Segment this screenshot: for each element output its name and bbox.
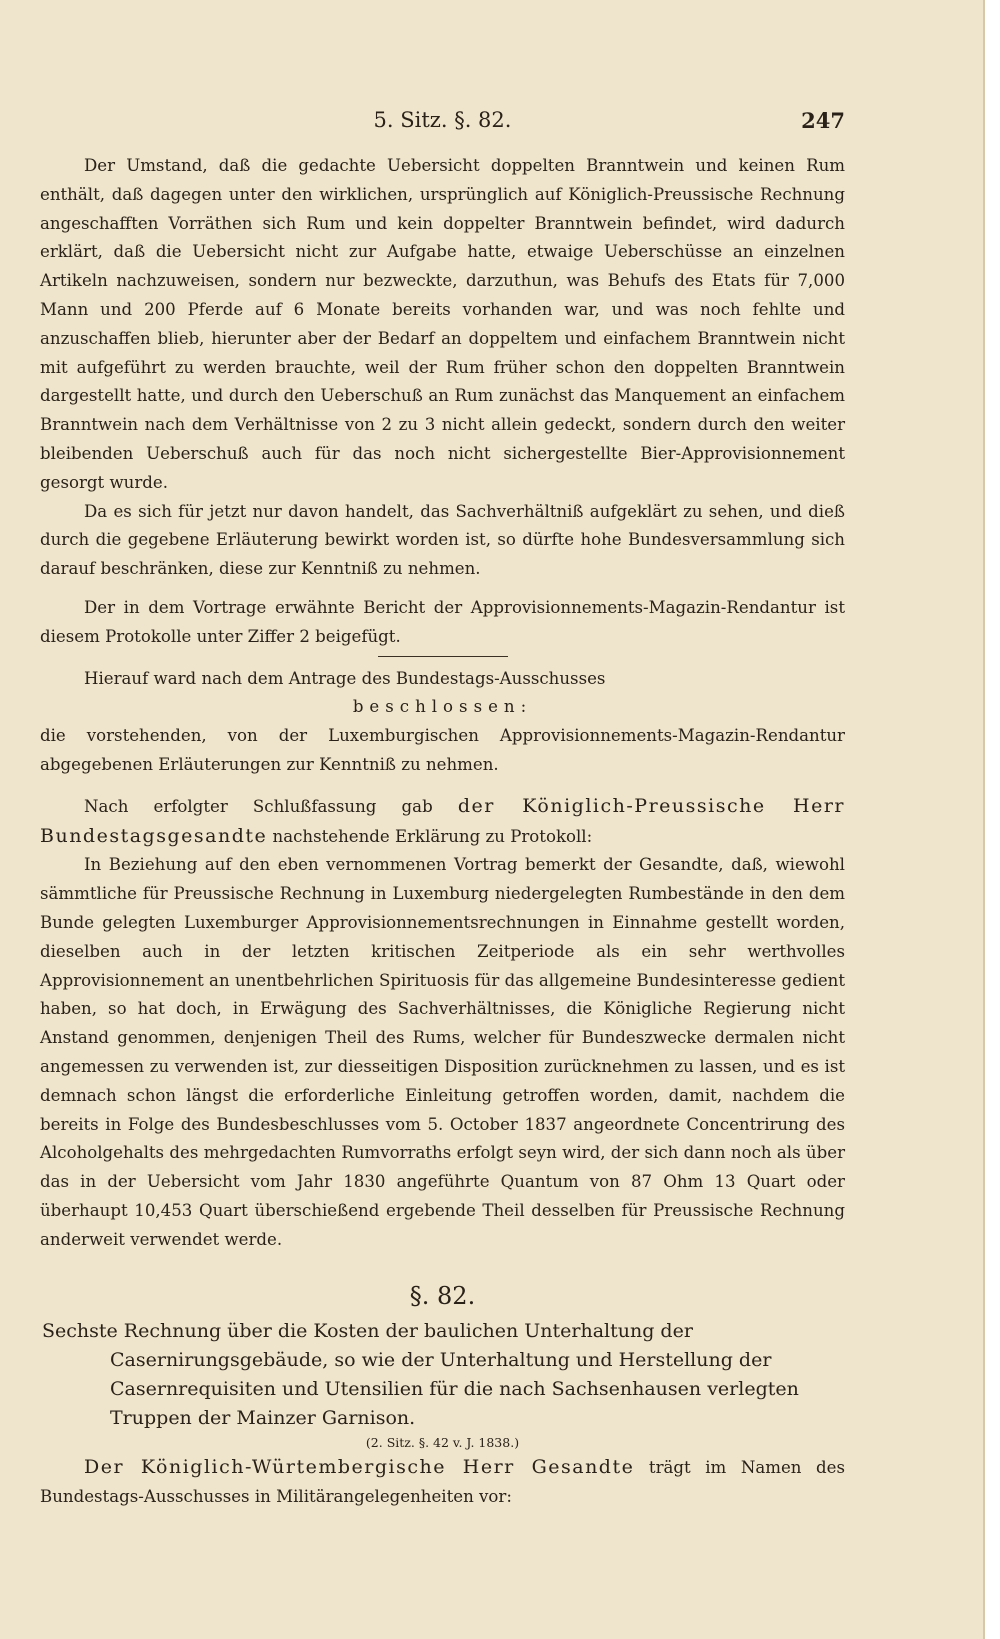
section-reference: (2. Sitz. §. 42 v. J. 1838.) xyxy=(365,1435,520,1451)
resolution-word: beschlossen: xyxy=(352,697,533,717)
paragraph-2: Da es sich für jetzt nur davon handelt, das Sachverhältniß aufgeklärt zu sehen, und dieß durch die gegebene Erläuterung bewirkt worden ist, so dürfte hohe Bundesversammlung sich darauf beschränken, diese zur Kenntniß zu nehmen. xyxy=(40,501,845,579)
paragraph-6 xyxy=(40,792,845,852)
section-number: §. 82. xyxy=(409,1282,476,1311)
envoy-name: Der Königlich-Würtembergische Herr Gesandte xyxy=(84,1456,635,1479)
paragraph-6-lead: Nach erfolgter Schlußfassung gab xyxy=(84,796,458,816)
page-header xyxy=(40,108,845,138)
page-body xyxy=(40,152,845,1512)
section-intro xyxy=(40,1453,845,1512)
paragraph-3: Der in dem Vortrage erwähnte Bericht der Approvisionnements-Magazin-Rendantur ist diesem Protokolle unter Ziffer 2 beigefügt. xyxy=(40,597,845,646)
section-intro-tail: trägt im Namen des Bundestags-Ausschusses in Militärangelegenheiten vor: xyxy=(40,1458,845,1507)
header-section-ref: 5. Sitz. §. 82. xyxy=(373,108,512,132)
page-number: 247 xyxy=(801,108,845,133)
paragraph-4: Hierauf ward nach dem Antrage des Bundestags-Ausschusses xyxy=(84,668,606,688)
envoy-title: der Königlich-Preussische Herr Bundestagsgesandte xyxy=(40,794,845,847)
paragraph-5: die vorstehenden, von der Luxemburgischen Approvisionnements-Magazin-Rendantur abgegebenen Erläuterungen zur Kenntniß zu nehmen. xyxy=(40,726,845,774)
section-heading: Sechste Rechnung über die Kosten der baulichen Unterhaltung der Casernirungsgebäude, so wie der Unterhaltung und Herstellung der Casernrequisiten und Utensilien für die nach Sachsenhausen verlegten Truppen der Mainzer Garnison. xyxy=(42,1320,799,1430)
separator-rule xyxy=(378,656,508,657)
paragraph-6-tail: nachstehende Erklärung zu Protokoll: xyxy=(267,826,593,846)
paragraph-7: In Beziehung auf den eben vernommenen Vortrag bemerkt der Gesandte, daß, wiewohl sämmtliche für Preussische Rechnung in Luxemburg niedergelegten Rumbestände in den dem Bunde gelegten Luxemburger Approvisionnementsrechnungen in Einnahme gestellt worden, dieselben auch in der letzten kritischen Zeitperiode als ein sehr werthvolles Approvisionnement an unentbehrlichen Spirituosis für das allgemeine Bundesinteresse gedient haben, so hat doch, in Erwägung des Sachverhältnisses, die Königliche Regierung nicht Anstand genommen, denjenigen Theil des Rums, welcher für Bundeszwecke dermalen nicht angemessen zu verwenden ist, zur diesseitigen Disposition zurücknehmen zu lassen, und es ist demnach schon längst die erforderliche Einleitung getroffen worden, damit, nachdem die bereits in Folge des Bundesbeschlusses vom 5. October 1837 angeordnete Concentrirung des Alcoholgehalts des mehrgedachten Rumvorraths erfolgt seyn wird, der sich dann noch als über das in der Uebersicht vom Jahr 1830 angeführte Quantum von 87 Ohm 13 Quart oder überhaupt 10,453 Quart überschießend ergebende Theil desselben für Preussische Rechnung anderweit verwendet werde. xyxy=(40,855,845,1249)
paragraph-1: Der Umstand, daß die gedachte Uebersicht doppelten Branntwein und keinen Rum enthält, daß dagegen unter den wirklichen, ursprünglich auf Königlich-Preussische Rechnung angeschafften Vorräthen sich Rum und kein doppelter Branntwein befindet, wird dadurch erklärt, daß die Uebersicht nicht zur Aufgabe hatte, etwaige Ueberschüsse an einzelnen Artikeln nachzuweisen, sondern nur bezweckte, darzuthun, was Behufs des Etats für 7,000 Mann und 200 Pferde auf 6 Monate bereits vorhanden war, und was noch fehlte und anzuschaffen blieb, hierunter aber der Bedarf an doppeltem und einfachem Branntwein nicht mit aufgeführt zu werden brauchte, weil der Rum früher schon den doppelten Branntwein dargestellt hatte, und durch den Ueberschuß an Rum zunächst das Manquement an einfachem Branntwein nach dem Verhältnisse von 2 zu 3 nicht allein gedeckt, sondern durch den weiter bleibenden Ueberschuß auch für das noch nicht sichergestellte Bier-Approvisionnement gesorgt wurde. xyxy=(40,156,845,492)
